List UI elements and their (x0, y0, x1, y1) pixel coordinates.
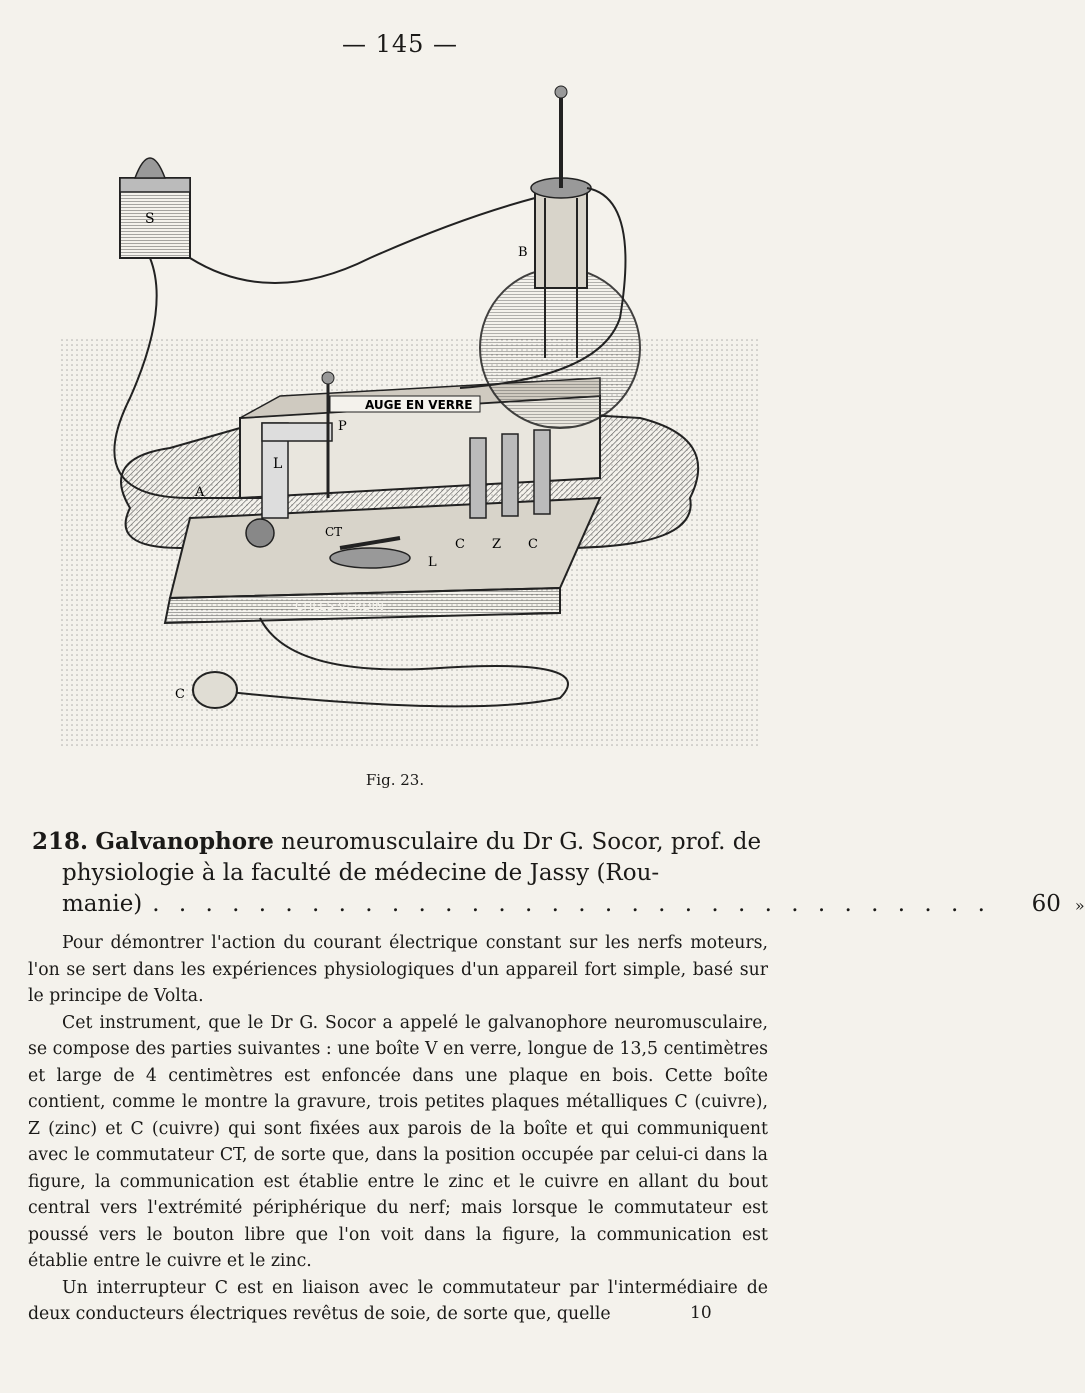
label-l: L (273, 456, 283, 472)
paragraph: Cet instrument, que le Dr G. Socor a appelé le galvanophore neuromusculaire, se compose des parties suivantes : une boîte V en verre, longue de 13,5 centimètres et large de 4 centimètres est enfoncée dans une plaque en bois. Cette boîte contient, comme le montre la gravure, trois petites plaques métalliques C (cuivre), Z (zinc) et C (cuivre) qui sont fixées aux parois de la boîte et qui communiquent avec le commutateur CT, de sorte que, dans la position occupée par celui-ci dans la figure, la communication est établie entre le zinc et le cuivre en allant du bout central vers l'extrémité périphérique du nerf; mais lorsque le commutateur est poussé vers le bouton libre que l'on voit dans la figure, la communication est établie entre le cuivre et le zinc. (28, 1012, 768, 1271)
label-a: A (195, 485, 205, 500)
label-c2: C (528, 537, 538, 552)
label-s: S (145, 211, 155, 227)
apparatus-illustration (40, 78, 770, 758)
entry-name: Galvanophore (95, 828, 274, 855)
entry-line1-rest: neuromusculaire du Dr G. Socor, prof. de (273, 829, 762, 855)
entry-price: 60 (1031, 891, 1061, 917)
label-maker: CHLES VERDIN (295, 599, 384, 613)
entry-number: 218. (32, 828, 89, 855)
catalog-entry (32, 826, 1085, 921)
signature-mark: 10 (690, 1303, 712, 1323)
description-text (28, 930, 768, 1328)
label-c3: C (175, 687, 185, 702)
label-b: B (518, 245, 528, 260)
entry-line3-text: manie) (62, 891, 143, 917)
entry-line-3 (32, 889, 1085, 921)
price-mark: » (1074, 896, 1085, 915)
entry-line-1 (32, 826, 772, 858)
label-c1: C (455, 537, 465, 552)
paragraph: Un interrupteur C est en liaison avec le commutateur par l'intermédiaire de deux conducteurs électriques revêtus de soie, de sorte que, quelle (28, 1277, 768, 1324)
label-auge: AUGE EN VERRE (365, 398, 473, 412)
label-p: P (338, 419, 347, 434)
paragraph: Pour démontrer l'action du courant électrique constant sur les nerfs moteurs, l'on se sert dans les expériences physiologiques d'un appareil fort simple, basé sur le principe de Volta. (28, 933, 768, 1006)
label-ct: CT (325, 525, 343, 539)
label-l2: L (428, 555, 437, 570)
figure-caption: Fig. 23. (365, 771, 425, 789)
leader-dots: . . . . . . . . . . . . . . . . . . . . . . . . . . . . . . . . (152, 891, 991, 917)
entry-line-2: physiologie à la faculté de médecine de Jassy (Rou- (62, 860, 660, 886)
page-number: — 145 — (341, 30, 459, 58)
label-z: Z (492, 537, 502, 552)
